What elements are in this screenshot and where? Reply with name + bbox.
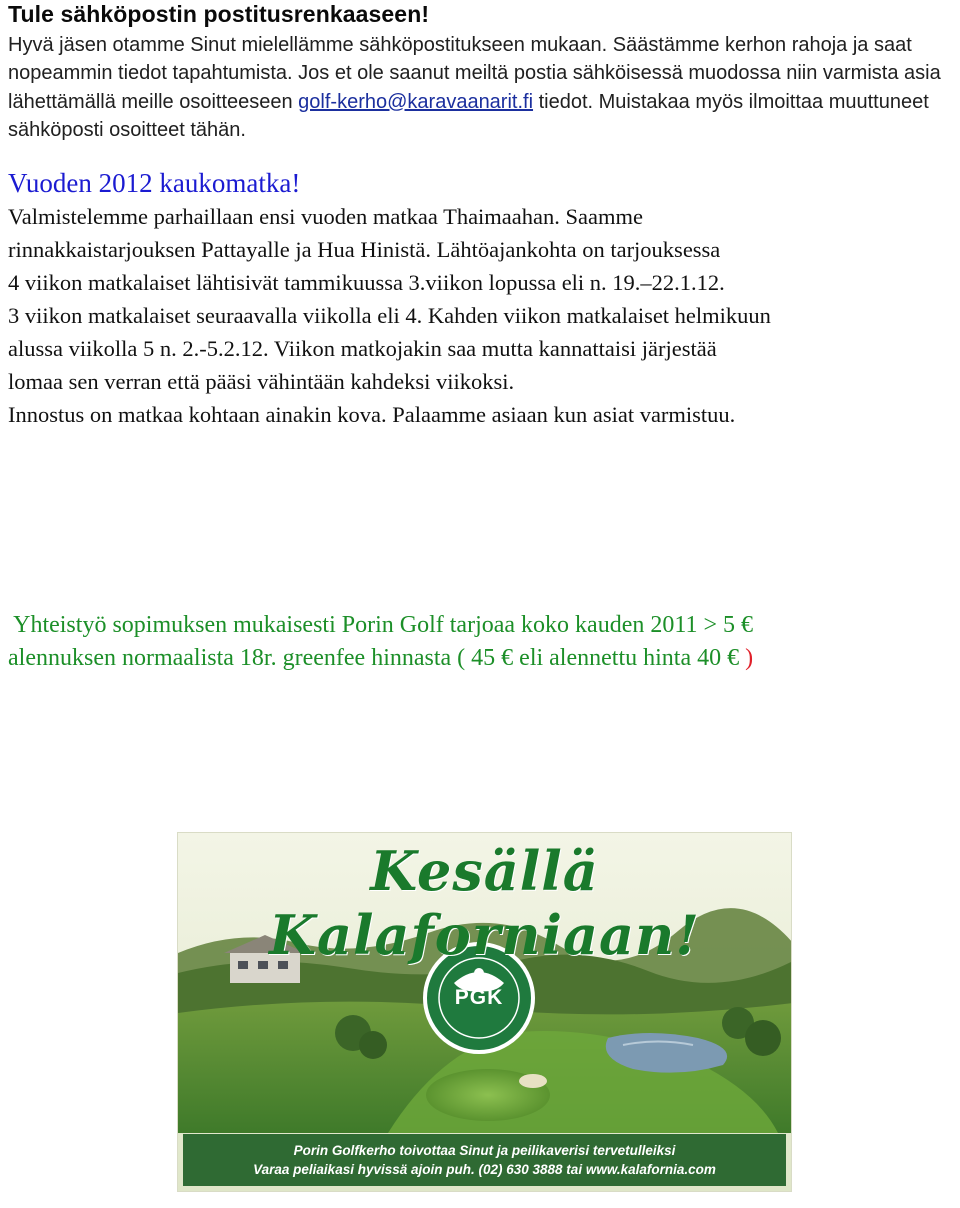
- email-address-link[interactable]: golf-kerho@karavaanarit.fi: [298, 90, 534, 113]
- ad-booking-text: Varaa peliaikasi hyvissä ajoin puh. (02) 630 3888 tai www.kalafornia.com: [253, 1162, 716, 1177]
- offer-closing-paren: ): [745, 645, 754, 671]
- email-body-text-1: Hyvä jäsen otamme Sinut mielellämme sähköpostitukseen mukaan. Säästämme kerhon rahoja ja saat nopeammin tiedot tapahtumista. Jos et ole saanut meiltä postia sähköisessä muodossa niin varmista asia lähettämällä meille osoitteeseen: [8, 34, 941, 113]
- trip-line: 3 viikon matkalaiset seuraavalla viikolla eli 4. Kahden viikon matkalaiset helmikuun: [8, 303, 771, 328]
- greenfee-offer: [8, 609, 953, 675]
- ad-welcome-text: Porin Golfkerho toivottaa Sinut ja peilikaverisi tervetulleiksi: [293, 1143, 676, 1158]
- trip-line: Innostus on matkaa kohtaan ainakin kova. Palaamme asiaan kun asiat varmistuu.: [8, 402, 736, 427]
- trip-section-title: Vuoden 2012 kaukomatka!: [8, 168, 301, 198]
- offer-line-text: alennuksen normaalista 18r. greenfee hinnasta ( 45 € eli alennettu hinta 40 €: [8, 645, 746, 671]
- offer-line: [8, 642, 953, 675]
- email-section-body: [8, 31, 953, 145]
- email-section-title: Tule sähköpostin postitusrenkaaseen!: [8, 1, 430, 27]
- ad-headline: Kesällä Kalaforniaan!: [269, 839, 700, 967]
- email-body-text-2: tiedot. Muistakaa myös ilmoittaa muuttuneet sähköposti osoitteet tähän.: [8, 90, 929, 142]
- trip-line: lomaa sen verran että pääsi vähintään kahdeksi viikoksi.: [8, 369, 515, 394]
- golf-ad-banner: [177, 832, 792, 1192]
- trip-line: rinnakkaistarjouksen Pattayalle ja Hua Hinistä. Lähtöajankohta on tarjouksessa: [8, 237, 721, 262]
- club-logo-text: PGK: [454, 986, 504, 1009]
- trip-line: alussa viikolla 5 n. 2.-5.2.12. Viikon matkojakin saa mutta kannattaisi järjestää: [8, 336, 717, 361]
- offer-line: Yhteistyö sopimuksen mukaisesti Porin Golf tarjoaa koko kauden 2011 > 5 €: [8, 612, 753, 638]
- trip-section-body: [8, 200, 958, 431]
- trip-line: Valmistelemme parhaillaan ensi vuoden matkaa Thaimaahan. Saamme: [8, 204, 643, 229]
- trip-line: 4 viikon matkalaiset lähtisivät tammikuussa 3.viikon lopussa eli n. 19.–22.1.12.: [8, 270, 725, 295]
- ad-contact-band: [183, 1134, 786, 1186]
